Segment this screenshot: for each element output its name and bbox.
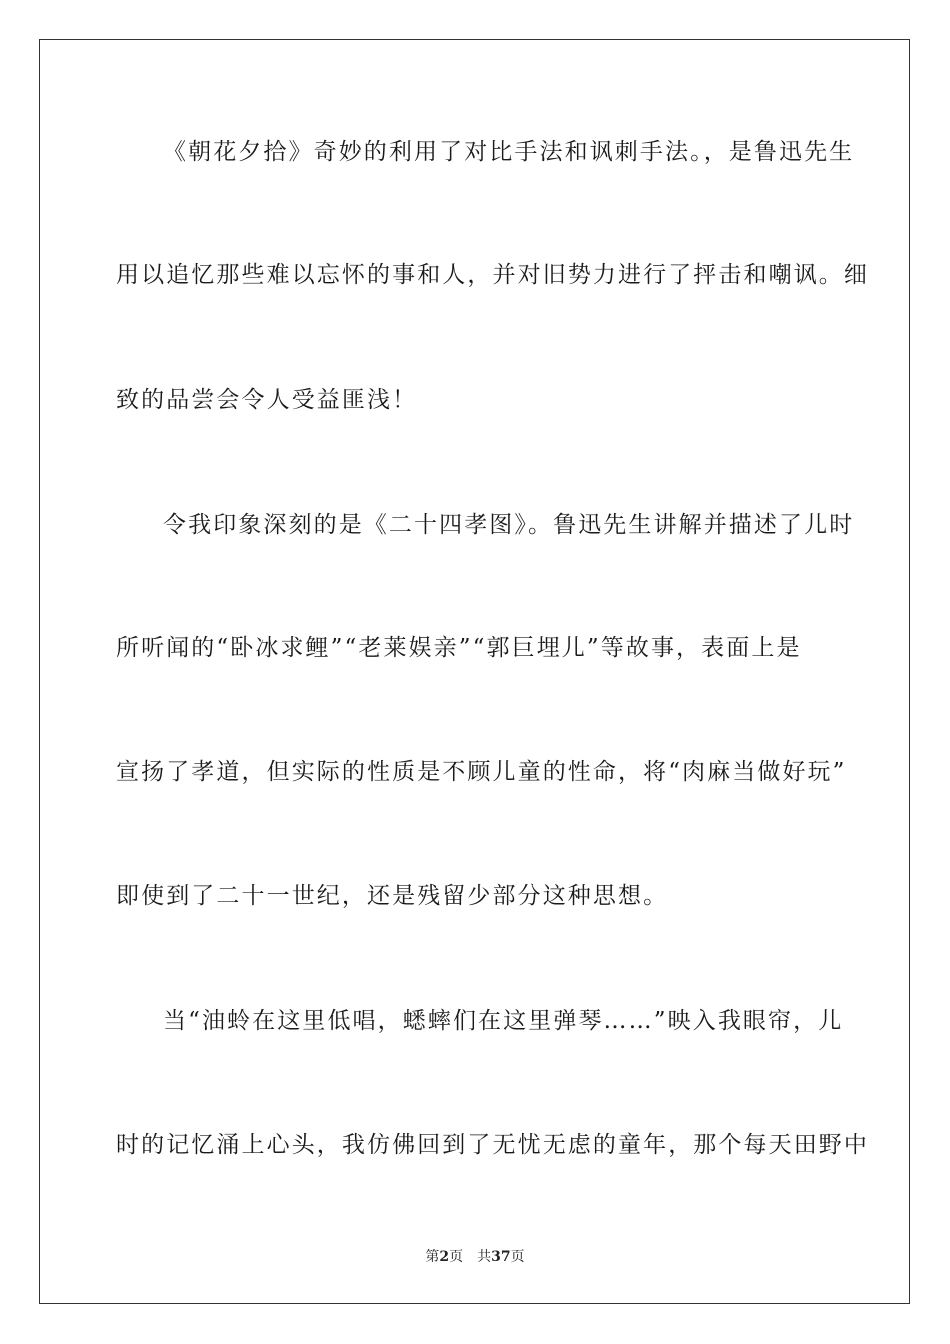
total-prefix: 共	[477, 1249, 492, 1265]
page-suffix: 页	[449, 1249, 464, 1265]
text-line: 用以追忆那些难以忘怀的事和人，并对旧势力进行了抨击和嘲讽。细	[116, 262, 869, 288]
text-line: 时的记忆涌上心头，我仿佛回到了无忧无虑的童年，那个每天田野中	[116, 1132, 869, 1158]
text-line: 宣扬了孝道，但实际的性质是不顾儿童的性命，将“肉麻当做好玩”	[116, 759, 847, 785]
page-number: 2	[439, 1249, 450, 1265]
text-line: 当“油蛉在这里低唱，蟋蟀们在这里弹琴……”映入我眼帘，儿	[163, 1008, 844, 1034]
text-line: 《朝花夕拾》奇妙的利用了对比手法和讽刺手法。，是鲁迅先生	[163, 139, 855, 165]
text-line: 致的品尝会令人受益匪浅！	[116, 387, 418, 413]
page-prefix: 第	[425, 1249, 440, 1265]
total-pages: 37	[491, 1249, 511, 1265]
text-line: 即使到了二十一世纪，还是残留少部分这种思想。	[116, 883, 669, 909]
page-footer	[0, 1248, 950, 1266]
total-suffix: 页	[510, 1249, 525, 1265]
text-line: 令我印象深刻的是《二十四孝图》。鲁迅先生讲解并描述了儿时	[163, 512, 855, 538]
text-line: 所听闻的“卧冰求鲤”“老莱娱亲”“郭巨埋儿”等故事，表面上是	[116, 635, 802, 661]
page-border	[39, 39, 910, 1304]
